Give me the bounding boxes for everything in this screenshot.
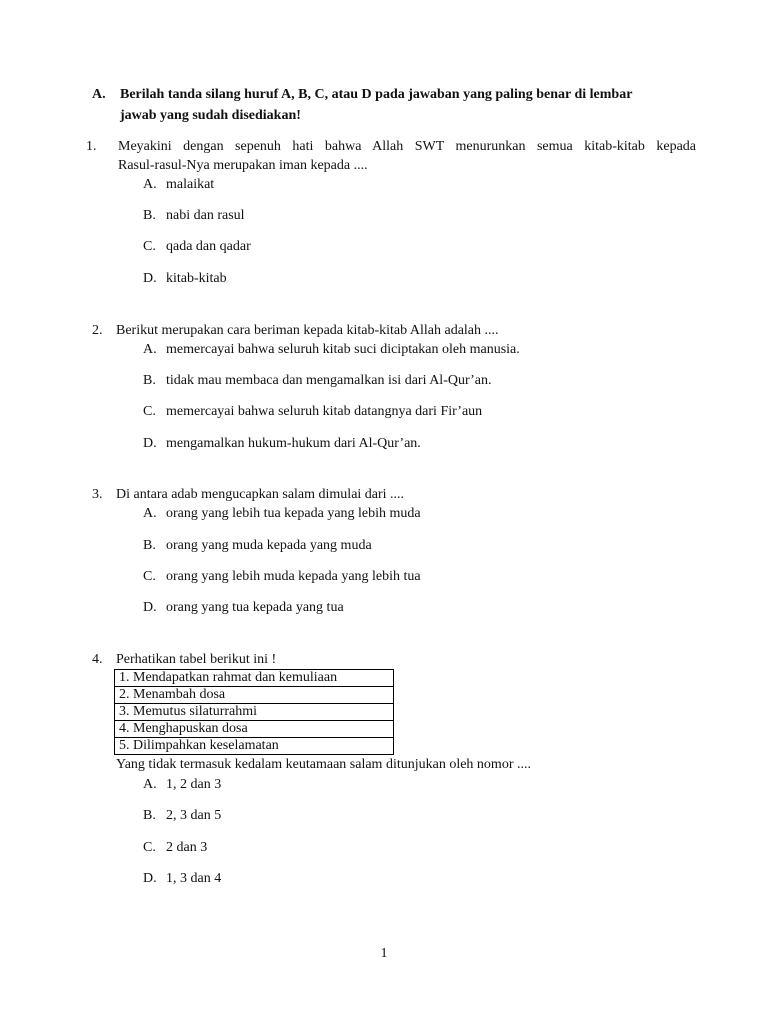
option-letter: D.: [143, 600, 157, 615]
option-letter: A.: [143, 177, 157, 192]
question-number: 3.: [92, 487, 103, 502]
option-text: qada dan qadar: [166, 239, 251, 254]
table-row: [115, 687, 394, 704]
table-cell: 2. Menambah dosa: [115, 687, 394, 704]
option-text: 2 dan 3: [166, 840, 208, 855]
question-number: 2.: [92, 323, 103, 338]
table-row: [115, 704, 394, 721]
option-text: orang yang muda kepada yang muda: [166, 538, 372, 553]
option-letter: C.: [143, 404, 156, 419]
question-text: Berikut merupakan cara beriman kepada kitab-kitab Allah adalah ....: [116, 323, 499, 338]
option-letter: B.: [143, 808, 156, 823]
table-cell: 5. Dilimpahkan keselamatan: [115, 738, 394, 755]
option-letter: B.: [143, 208, 156, 223]
option-letter: D.: [143, 871, 157, 886]
option-letter: A.: [143, 342, 157, 357]
option-text: nabi dan rasul: [166, 208, 245, 223]
option-text: memercayai bahwa seluruh kitab datangnya dari Fir’aun: [166, 404, 483, 419]
option-letter: B.: [143, 538, 156, 553]
question-number: 1.: [86, 139, 97, 154]
question-text-line2: Rasul-rasul-Nya merupakan iman kepada ....: [118, 158, 368, 173]
option-letter: B.: [143, 373, 156, 388]
question-number: 4.: [92, 652, 103, 667]
section-letter: A.: [92, 87, 106, 102]
question-text: Di antara adab mengucapkan salam dimulai dari ....: [116, 487, 405, 502]
option-letter: D.: [143, 436, 157, 451]
option-text: 1, 2 dan 3: [166, 777, 222, 792]
option-letter: C.: [143, 840, 156, 855]
page-number: 1: [380, 946, 388, 961]
table-cell: 4. Menghapuskan dosa: [115, 721, 394, 738]
option-letter: C.: [143, 239, 156, 254]
option-text: 1, 3 dan 4: [166, 871, 222, 886]
section-instruction-line1: Berilah tanda silang huruf A, B, C, atau D pada jawaban yang paling benar di lembar: [120, 87, 633, 102]
option-letter: C.: [143, 569, 156, 584]
option-text: 2, 3 dan 5: [166, 808, 222, 823]
option-letter: A.: [143, 506, 157, 521]
option-letter: D.: [143, 271, 157, 286]
statement-table: [114, 669, 394, 755]
option-text: mengamalkan hukum-hukum dari Al-Qur’an.: [166, 436, 421, 451]
table-row: [115, 721, 394, 738]
option-text: malaikat: [166, 177, 215, 192]
table-row: [115, 670, 394, 687]
option-text: kitab-kitab: [166, 271, 227, 286]
section-instruction-line2: jawab yang sudah disediakan!: [120, 108, 301, 123]
option-letter: A.: [143, 777, 157, 792]
option-text: tidak mau membaca dan mengamalkan isi dari Al-Qur’an.: [166, 373, 492, 388]
table-row: [115, 738, 394, 755]
question-text-line1: Meyakini dengan sepenuh hati bahwa Allah SWT menurunkan semua kitab-kitab kepada: [118, 139, 696, 154]
question-prompt: Yang tidak termasuk kedalam keutamaan salam ditunjukan oleh nomor ....: [116, 757, 531, 772]
table-cell: 1. Mendapatkan rahmat dan kemuliaan: [115, 670, 394, 687]
option-text: memercayai bahwa seluruh kitab suci diciptakan oleh manusia.: [166, 342, 520, 357]
option-text: orang yang lebih muda kepada yang lebih tua: [166, 569, 421, 584]
question-text: Perhatikan tabel berikut ini !: [116, 652, 277, 667]
option-text: orang yang lebih tua kepada yang lebih muda: [166, 506, 421, 521]
option-text: orang yang tua kepada yang tua: [166, 600, 344, 615]
table-cell: 3. Memutus silaturrahmi: [115, 704, 394, 721]
